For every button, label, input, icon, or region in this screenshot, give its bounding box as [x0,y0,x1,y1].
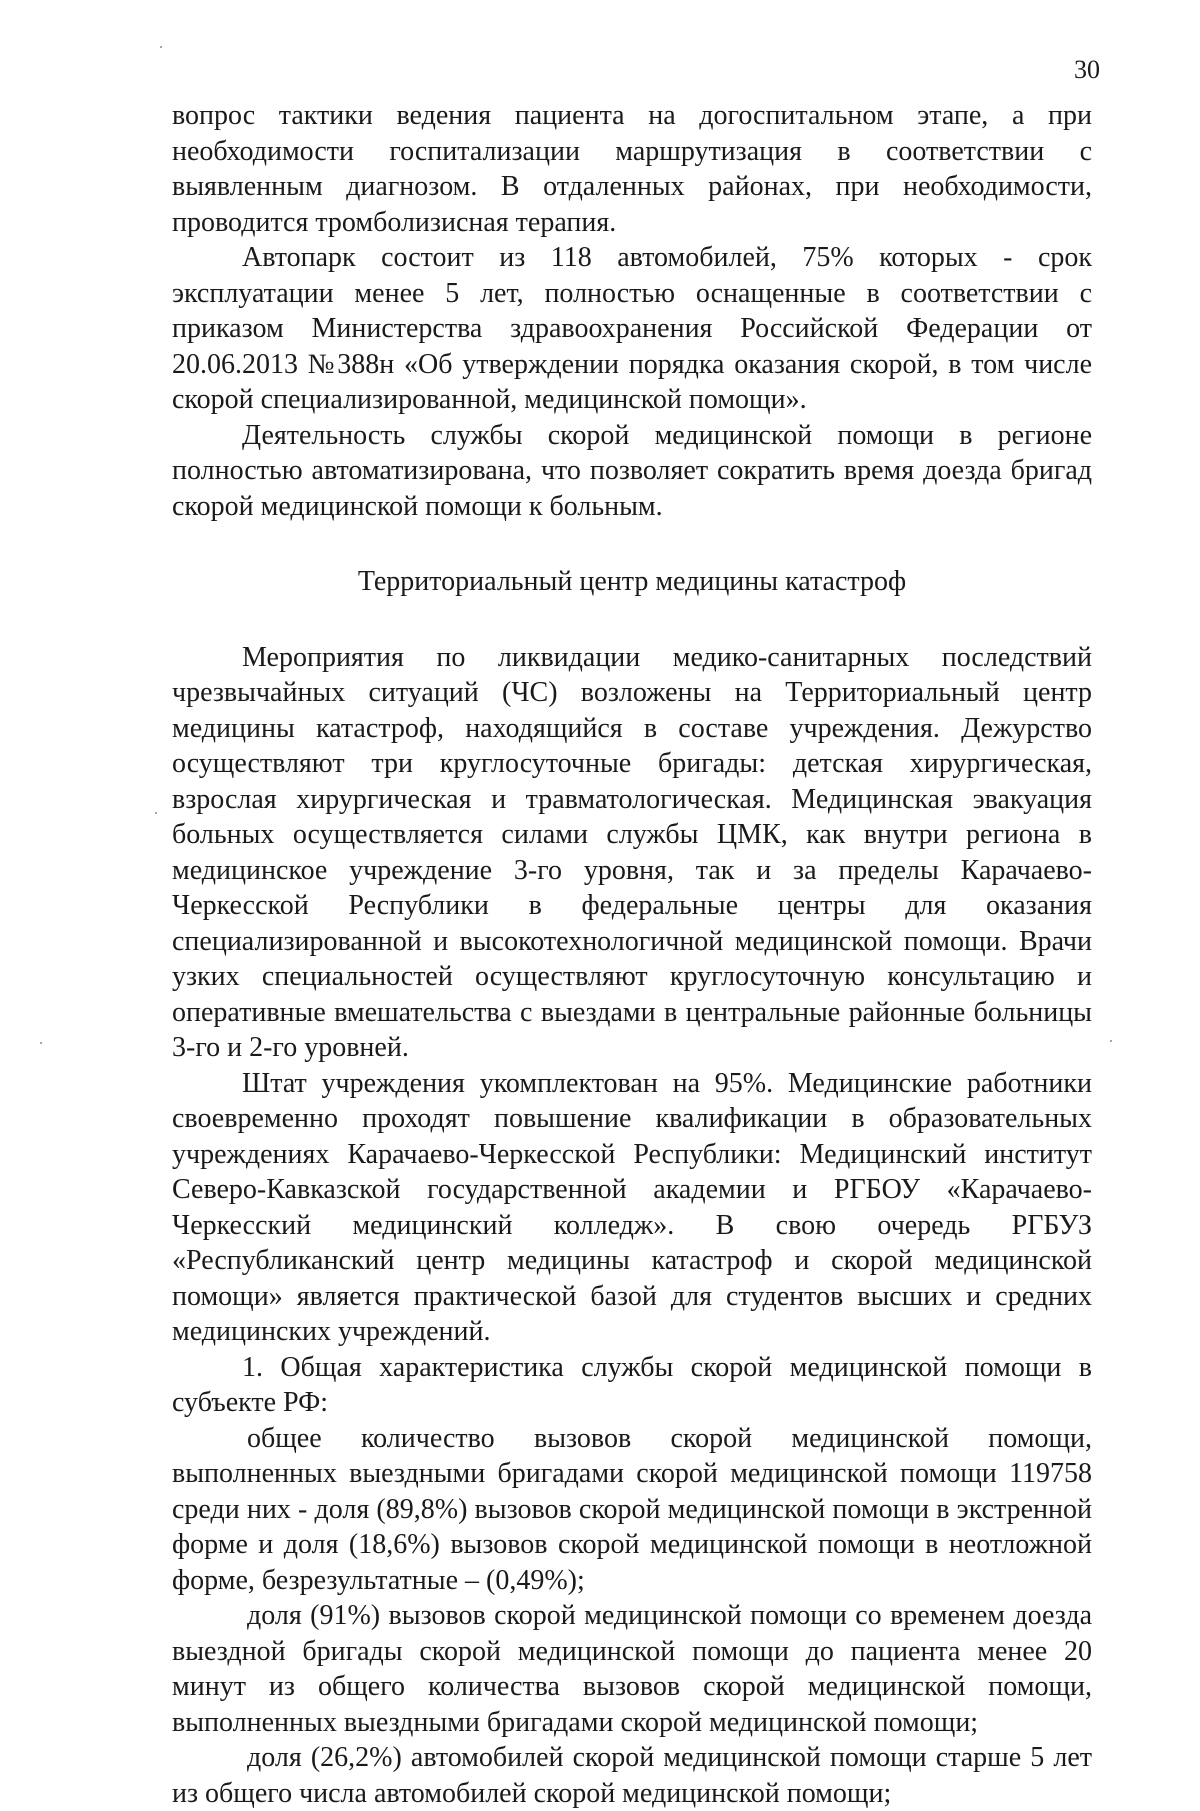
paragraph-automation: Деятельность службы скорой медицинской помощи в регионе полностью автоматизирована, что позволяет сократить время доезда бригад скорой медицинской помощи к больным. [172,419,1092,522]
page-number: 30 [1074,55,1100,84]
paragraph-continuation: вопрос тактики ведения пациента на догоспитальном этапе, а при необходимости госпитализации маршрутизация в соответствии с выявленным диагнозом. В отдаленных районах, при необходимости, проводится тромболизисная терапия. [172,100,1092,238]
section-heading: Территориальный центр медицины катастроф [357,566,907,597]
scan-speck [155,812,157,814]
scan-speck [40,1042,42,1044]
paragraph-vehicle-fleet: Автопарк состоит из 118 автомобилей, 75% которых - срок эксплуатации менее 5 лет, полностью оснащенные в соответствии с приказом Министерства здравоохранения Российской Федерации от 20.06.2013 №388н «Об утверждении порядка оказания скорой, в том числе скорой специализированной, медицинской помощи». [172,242,1092,415]
paragraph-staffing: Штат учреждения укомплектован на 95%. Медицинские работники своевременно проходят повышение квалификации в образовательных учреждениях Карачаево-Черкесской Республики: Медицинский институт Северо-Кавказской государственной академии и РГБОУ «Карачаево-Черкесский медицинский колледж». В свою очередь РГБУЗ «Республиканский центр медицины катастроф и скорой медицинской помощи» является практической базой для студентов высших и средних медицинских учреждений. [172,1067,1092,1347]
paragraph-disaster-measures: Мероприятия по ликвидации медико-санитарных последствий чрезвычайных ситуаций (ЧС) возложены на Территориальный центр медицины катастроф, находящийся в составе учреждения. Дежурство осуществляют три круглосуточные бригады: детская хирургическая, взрослая хирургическая и травматологическая. Медицинская эвакуация больных осуществляется силами службы ЦМК, как внутри региона в медицинское учреждение 3-го уровня, так и за пределы Карачаево-Черкесской Республики в федеральные центры для оказания специализированной и высокотехнологичной медицинской помощи. Врачи узких специальностей осуществляют круглосуточную консультацию и оперативные вмешательства с выездами в центральные районные больницы 3-го и 2-го уровней. [172,641,1092,1063]
list-item-vehicle-age: доля (26,2%) автомобилей скорой медицинской помощи старше 5 лет из общего числа автомобилей скорой медицинской помощи; [172,1742,1092,1809]
document-body [172,98,1092,1811]
list-item-arrival-time: доля (91%) вызовов скорой медицинской помощи со временем доезда выездной бригады скорой медицинской помощи до пациента менее 20 минут из общего количества вызовов скорой медицинской помощи, выполненных выездными бригадами скорой медицинской помощи; [172,1600,1092,1738]
scan-speck [160,46,162,48]
paragraph-general-characteristics: 1. Общая характеристика службы скорой медицинской помощи в субъекте РФ: [172,1351,1092,1418]
list-item-total-calls: общее количество вызовов скорой медицинской помощи, выполненных выездными бригадами скорой медицинской помощи 119758 среди них - доля (89,8%) вызовов скорой медицинской помощи в экстренной форме и доля (18,6%) вызовов скорой медицинской помощи в неотложной форме, безрезультатные – (0,49%); [172,1422,1092,1596]
scan-speck [1110,1040,1112,1042]
